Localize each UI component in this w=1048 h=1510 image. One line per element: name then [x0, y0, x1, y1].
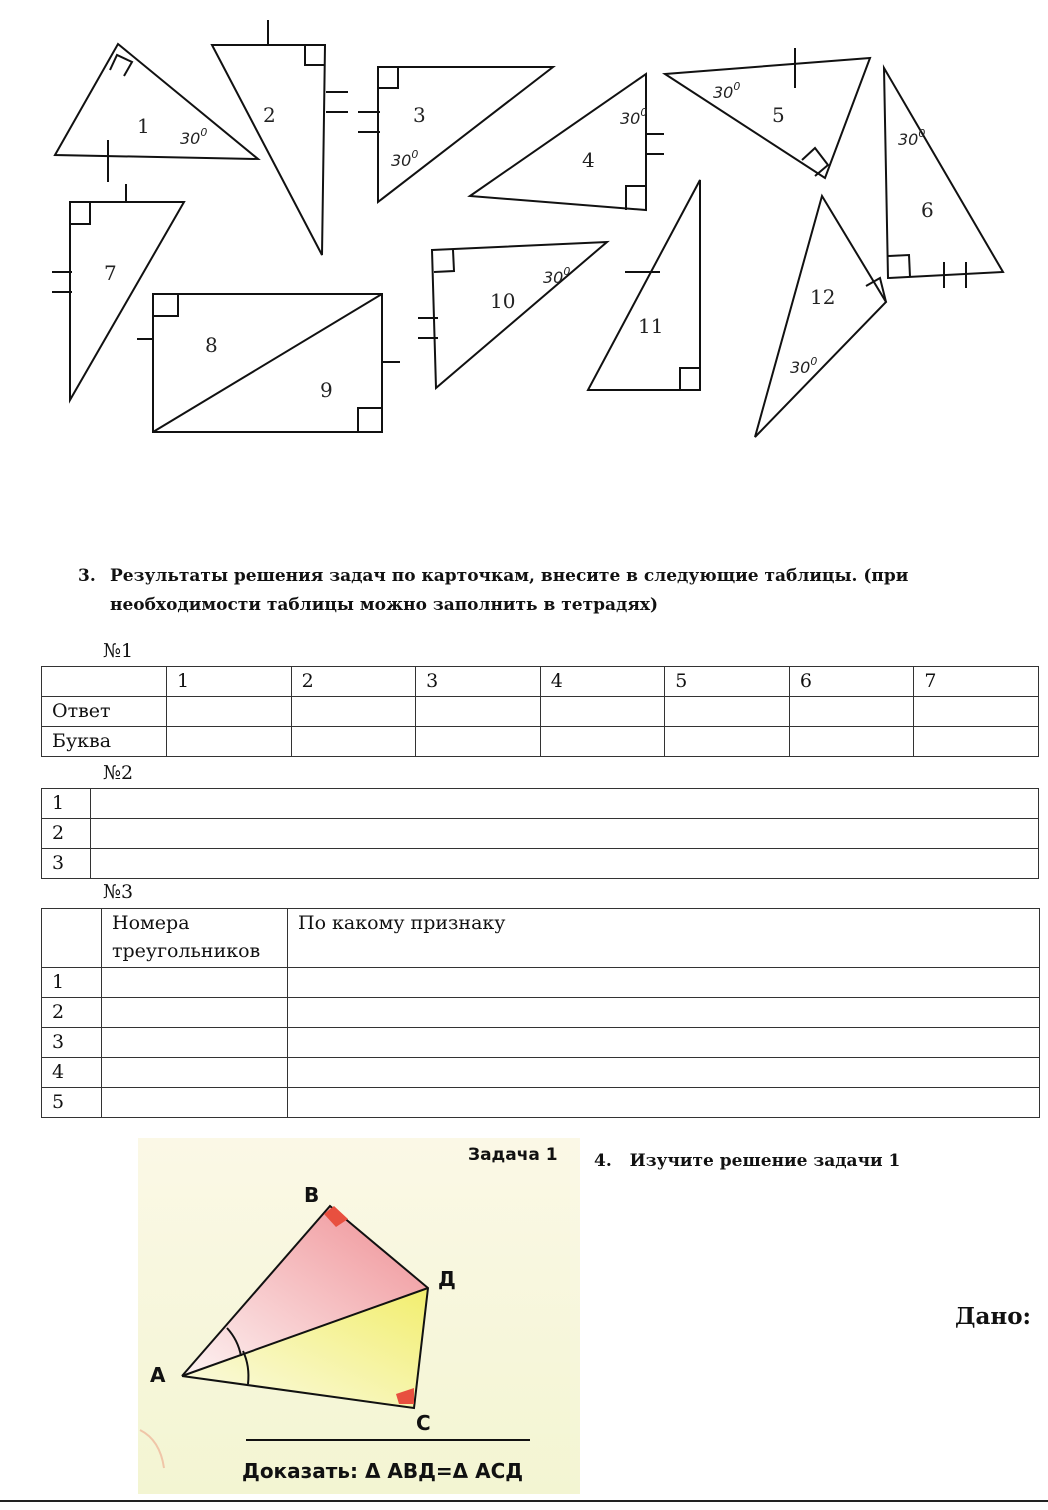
table-3-row-number: 2 [42, 998, 102, 1028]
fig-label-3: 3 [413, 103, 426, 127]
letter-cell[interactable] [914, 727, 1039, 757]
fig-label-2: 2 [263, 103, 276, 127]
table-1-row-label: Ответ [42, 697, 167, 727]
table-3 [41, 908, 1040, 1118]
answer-cell[interactable] [167, 697, 292, 727]
angle-mark-12: $30^0$ [790, 355, 818, 377]
answer-cell[interactable] [540, 697, 665, 727]
fig-label-10: 10 [490, 289, 516, 313]
answer-cell[interactable] [291, 697, 416, 727]
table-1-label: №1 [103, 640, 134, 662]
letter-cell[interactable] [665, 727, 790, 757]
table-3-cell[interactable] [102, 998, 288, 1028]
table-1-header: 7 [914, 667, 1039, 697]
fig-label-7: 7 [104, 261, 117, 285]
answer-cell[interactable] [789, 697, 914, 727]
task-4-instruction [594, 1151, 900, 1171]
table-2-cell[interactable] [91, 819, 1039, 849]
point-D-label: Д [438, 1267, 456, 1291]
point-B-label: В [304, 1183, 320, 1207]
angle-mark-3: $30^0$ [391, 148, 419, 170]
letter-cell[interactable] [789, 727, 914, 757]
problem-1-title: Задача 1 [468, 1145, 558, 1165]
table-2-row-number: 3 [42, 849, 91, 879]
fig-label-1: 1 [137, 114, 150, 138]
task-4-text: Изучите решение задачи 1 [629, 1151, 901, 1171]
answer-cell[interactable] [665, 697, 790, 727]
table-2-row-number: 2 [42, 819, 91, 849]
table-3-cell[interactable] [288, 1028, 1040, 1058]
figure-labels [0, 0, 1048, 450]
prove-statement: Доказать: Δ АВД=Δ АСД [242, 1459, 524, 1483]
task-4-number: 4. [594, 1151, 612, 1171]
point-C-label: С [416, 1411, 431, 1435]
table-3-cell[interactable] [102, 968, 288, 998]
letter-cell[interactable] [291, 727, 416, 757]
fig-label-11: 11 [638, 314, 664, 338]
table-2 [41, 788, 1039, 879]
letter-cell[interactable] [167, 727, 292, 757]
table-3-row-number: 4 [42, 1058, 102, 1088]
table-3-cell[interactable] [288, 968, 1040, 998]
problem-1-diagram [138, 1138, 580, 1494]
table-3-row-number: 3 [42, 1028, 102, 1058]
table-3-cell[interactable] [102, 1058, 288, 1088]
fig-label-8: 8 [205, 333, 218, 357]
table-3-cell[interactable] [102, 1088, 288, 1118]
answer-cell[interactable] [914, 697, 1039, 727]
page-bottom-border [0, 1500, 1048, 1502]
table-2-cell[interactable] [91, 789, 1039, 819]
table-3-cell[interactable] [288, 998, 1040, 1028]
table-2-row-number: 1 [42, 789, 91, 819]
table-1-header: 2 [291, 667, 416, 697]
table-3-header-criterion: По какому признаку [288, 909, 1040, 968]
table-3-row-number: 1 [42, 968, 102, 998]
table-3-header-triangles: Номера треугольников [102, 909, 288, 968]
table-3-cell[interactable] [288, 1058, 1040, 1088]
letter-cell[interactable] [416, 727, 541, 757]
table-2-label: №2 [103, 762, 134, 784]
given-heading: Дано: [955, 1303, 1032, 1330]
table-1-header: 3 [416, 667, 541, 697]
angle-mark-4: $30^0$ [620, 106, 648, 128]
angle-mark-1: $30^0$ [180, 126, 208, 148]
task-3-number: 3. [78, 566, 96, 586]
letter-cell[interactable] [540, 727, 665, 757]
angle-mark-10: $30^0$ [543, 265, 571, 287]
table-1-header: 5 [665, 667, 790, 697]
fig-label-12: 12 [810, 285, 836, 309]
table-1-header: 4 [540, 667, 665, 697]
fig-label-5: 5 [772, 103, 785, 127]
table-1-row-label: Буква [42, 727, 167, 757]
fig-label-6: 6 [921, 198, 934, 222]
fig-label-9: 9 [320, 378, 333, 402]
fig-label-4: 4 [582, 148, 595, 172]
task-3-text: Результаты решения задач по карточкам, внесите в следующие таблицы. (при необходимости таблицы можно заполнить в тетрадях) [110, 566, 909, 615]
table-3-cell[interactable] [102, 1028, 288, 1058]
point-A-label: А [150, 1363, 166, 1387]
table-1 [41, 666, 1039, 757]
table-2-cell[interactable] [91, 849, 1039, 879]
table-1-header: 6 [789, 667, 914, 697]
table-3-row-number: 5 [42, 1088, 102, 1118]
table-3-cell[interactable] [288, 1088, 1040, 1118]
answer-cell[interactable] [416, 697, 541, 727]
table-3-label: №3 [103, 881, 134, 903]
angle-mark-6: $30^0$ [898, 127, 926, 149]
table-1-header: 1 [167, 667, 292, 697]
angle-mark-5: $30^0$ [713, 80, 741, 102]
